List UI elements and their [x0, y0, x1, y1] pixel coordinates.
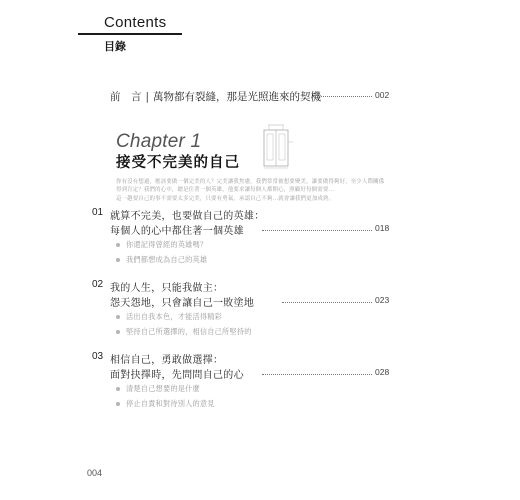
entry-title: 我的人生，只能我做主：: [110, 283, 224, 294]
heading-divider: [78, 33, 182, 35]
entry-bullet: [116, 240, 207, 250]
entry-bullet: [116, 327, 252, 337]
bullet-text: 清楚自己想要的是什麼: [126, 384, 200, 393]
preface-entry: [110, 89, 321, 104]
contents-subheading: 目錄: [104, 40, 126, 53]
entry-page-number: 023: [375, 295, 390, 305]
chapter-label: Chapter 1: [116, 131, 202, 152]
entry-page-number: 018: [375, 223, 390, 233]
bullet-dot-icon: [116, 402, 120, 406]
entry-subtitle: 怨天怨地，只會讓自己一敗塗地: [110, 298, 255, 309]
entry-title: 相信自己，勇敢做選擇：: [110, 355, 224, 366]
entry-title: 就算不完美，也要做自己的英雄：: [110, 211, 265, 222]
intro-line: 你有沒有想過，應該要做一個完美的人？完美讓我焦慮，我們常常被想要變美，讓要做得夠好，至少人際關係: [116, 179, 385, 185]
bullet-dot-icon: [116, 330, 120, 334]
bullet-text: 我們都想成為自己的英雄: [126, 255, 208, 264]
preface-dot-leader: [312, 96, 372, 97]
entry-dot-leader: [262, 374, 372, 375]
wardrobe-illustration-icon: [258, 124, 294, 170]
entry-dot-leader: [262, 230, 372, 231]
bullet-dot-icon: [116, 243, 120, 247]
chapter-intro: [116, 178, 392, 203]
preface-title: 萬物都有裂縫，那是光照進來的契機: [153, 91, 322, 103]
entry-subtitle: 面對抉擇時，先問問自己的心: [110, 370, 244, 381]
entry-bullet: [116, 255, 207, 265]
entry-bullet: [116, 384, 200, 394]
preface-label: 前 言: [110, 91, 142, 103]
intro-line: 這一趟要自己的事不需要太多完美，只要有勇氣，承認自己不夠...就會讓我們更加成熟。: [116, 195, 335, 202]
preface-separator: |: [145, 91, 150, 103]
bullet-text: 停止自責和對待別人的意見: [126, 399, 215, 408]
entry-page-number: 028: [375, 367, 390, 377]
entry-subtitle: 每個人的心中都住著一個英雄: [110, 226, 244, 237]
contents-heading: Contents: [104, 14, 167, 31]
chapter-title: 接受不完美的自己: [116, 155, 240, 171]
preface-page-number: 002: [375, 90, 390, 100]
entry-number: 01: [92, 207, 104, 218]
entry-number: 02: [92, 279, 104, 290]
bullet-text: 堅持自己所選擇的，相信自己所堅持的: [126, 327, 252, 336]
entry-dot-leader: [282, 302, 372, 303]
entry-bullet: [116, 312, 222, 322]
entry-number: 03: [92, 351, 104, 362]
bullet-dot-icon: [116, 315, 120, 319]
intro-line: 得到肯定？我們的心中，總是住著一個英雄，他要求讓每個人都開心，照顧好每個需要...: [116, 187, 335, 194]
bullet-text: 你還記得曾經的英雄嗎？: [126, 240, 208, 249]
page-number: 004: [87, 468, 103, 478]
bullet-dot-icon: [116, 387, 120, 391]
bullet-dot-icon: [116, 258, 120, 262]
entry-bullet: [116, 399, 215, 409]
bullet-text: 活出自我本色，才能活得精彩: [126, 312, 223, 321]
